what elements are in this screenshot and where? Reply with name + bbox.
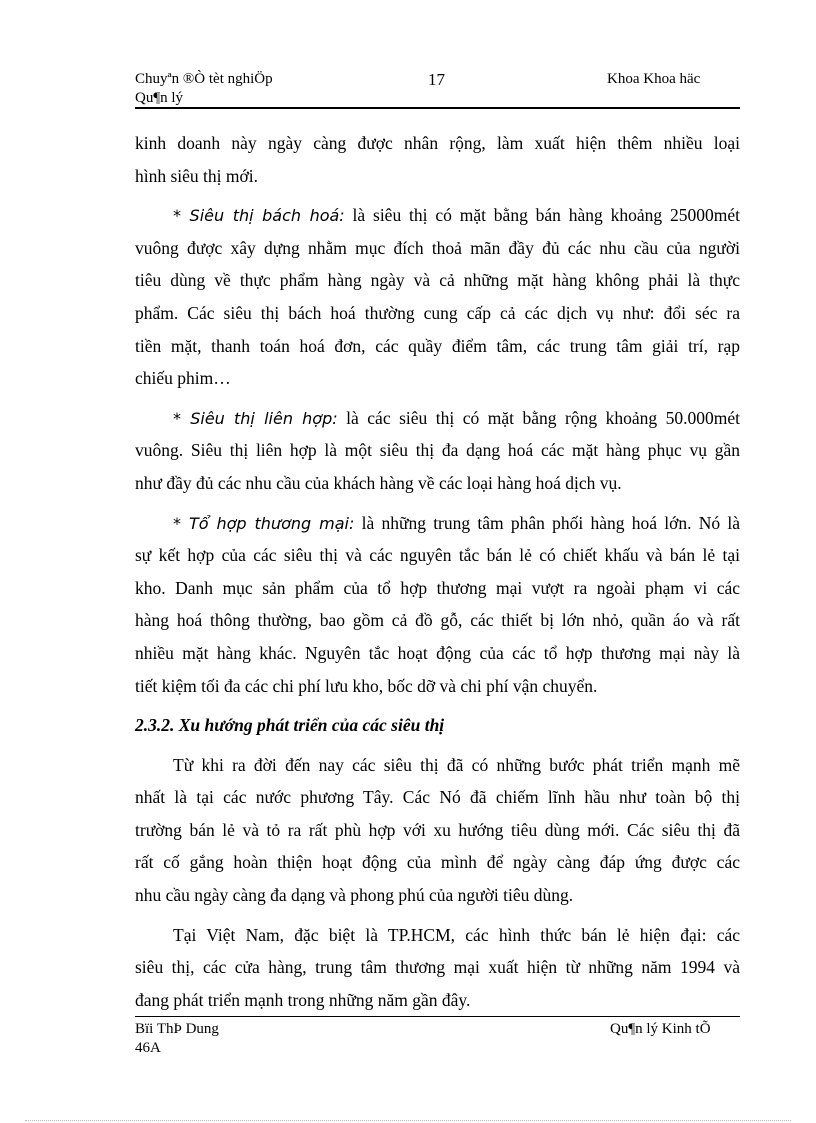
text-line: Từ khi ra đời đến nay các siêu thị đã có những bước phát triển mạnh mẽ: [173, 754, 740, 775]
text-line: kho. Danh mục sản phẩm của tổ hợp thương mại vượt ra ngoài phạm vi các: [135, 577, 740, 598]
header-title: Chuyªn ®Ò tèt nghiÖp: [135, 71, 273, 87]
header-subtitle: Qu¶n lý: [135, 90, 184, 106]
header-left: [135, 70, 273, 108]
text-line: trường bán lẻ và tỏ ra rất phù hợp với xu hướng tiêu dùng mới. Các siêu thị đã: [135, 819, 740, 840]
footer-rule: [135, 1016, 740, 1017]
text-line: đang phát triển mạnh trong những năm gần đây.: [135, 989, 471, 1010]
text-line: vuông. Siêu thị liên hợp là một siêu thị đa dạng hoá các mặt hàng phục vụ gần: [135, 440, 740, 461]
text-line: [135, 402, 740, 435]
page-edge-divider: [25, 1120, 791, 1121]
text-line: [135, 507, 740, 540]
header-right: Khoa Khoa häc: [607, 71, 701, 87]
text-line: nhu cầu ngày càng đa dạng và phong phú của người tiêu dùng.: [135, 885, 574, 906]
footer-author: Bïi ThÞ Dung: [135, 1021, 219, 1037]
text-span: là những trung tâm phân phối hàng hoá lớn. Nó là: [354, 512, 741, 533]
text-line: vuông được xây dựng nhằm mục đích thoả mãn đầy đủ các nhu cầu của người: [135, 237, 740, 258]
text-line: phẩm. Các siêu thị bách hoá thường cung cấp cả các dịch vụ như: đổi séc ra: [135, 302, 740, 323]
text-line: nhất là tại các nước phương Tây. Các Nó đã chiếm lĩnh hầu như toàn bộ thị: [135, 787, 740, 808]
text-line: tiền mặt, thanh toán hoá đơn, các quầy điểm tâm, các trung tâm giải trí, rạp: [135, 335, 740, 356]
text-line: Tại Việt Nam, đặc biệt là TP.HCM, các hình thức bán lẻ hiện đại: các: [173, 924, 740, 945]
paragraph-6: [135, 919, 740, 1017]
text-line: chiếu phim…: [135, 368, 231, 389]
text-line: hình siêu thị mới.: [135, 165, 259, 186]
text-line: sự kết hợp của các siêu thị và các nguyên tắc bán lẻ có chiết khấu và bán lẻ tại: [135, 545, 740, 566]
text-line: như đầy đủ các nhu cầu của khách hàng về các loại hàng hoá dịch vụ.: [135, 472, 622, 493]
header-rule: [135, 107, 740, 109]
paragraph-4: [135, 507, 740, 703]
term-to-hop-thuong-mai: * Tổ hợp thương mại:: [173, 513, 355, 533]
footer-class: 46A: [135, 1040, 161, 1056]
paragraph-5: [135, 749, 740, 912]
section-heading: 2.3.2. Xu hướng phát triển của các siêu thị: [135, 715, 445, 736]
text-line: nhiều mặt hàng khác. Nguyên tắc hoạt động của các tổ hợp thương mại này là: [135, 642, 740, 663]
text-span: là các siêu thị có mặt bằng rộng khoảng 50.000mét: [337, 407, 741, 428]
page-number: 17: [428, 70, 445, 89]
text-line: hàng hoá thông thường, bao gồm cả đồ gỗ, các thiết bị lớn nhỏ, quần áo và rất: [135, 610, 740, 631]
term-sieu-thi-lien-hop: * Siêu thị liên hợp:: [173, 408, 338, 428]
paragraph-2: [135, 199, 740, 395]
paragraph-3: [135, 402, 740, 500]
text-line: siêu thị, các cửa hàng, trung tâm thương mại xuất hiện từ những năm 1994 và: [135, 957, 740, 978]
footer-left: [135, 1020, 219, 1058]
text-line: tiêu dùng về thực phẩm hàng ngày và cả những mặt hàng không phải là thực: [135, 270, 740, 291]
document-body: [135, 127, 740, 1023]
term-sieu-thi-bach-hoa: * Siêu thị bách hoá:: [173, 206, 345, 226]
footer-right: Qu¶n lý Kinh tÕ: [610, 1021, 711, 1037]
text-line: rất cố gắng hoàn thiện hoạt động của mình để ngày càng đáp ứng được các: [135, 852, 740, 873]
section-heading-container: [135, 709, 740, 742]
text-line: kinh doanh này ngày càng được nhân rộng, làm xuất hiện thêm nhiều loại: [135, 133, 740, 153]
text-line: [135, 199, 740, 232]
text-span: là siêu thị có mặt bằng bán hàng khoảng 25000mét: [344, 205, 740, 226]
text-line: tiết kiệm tối đa các chi phí lưu kho, bốc dỡ và chi phí vận chuyển.: [135, 675, 598, 696]
paragraph-1: [135, 127, 740, 192]
